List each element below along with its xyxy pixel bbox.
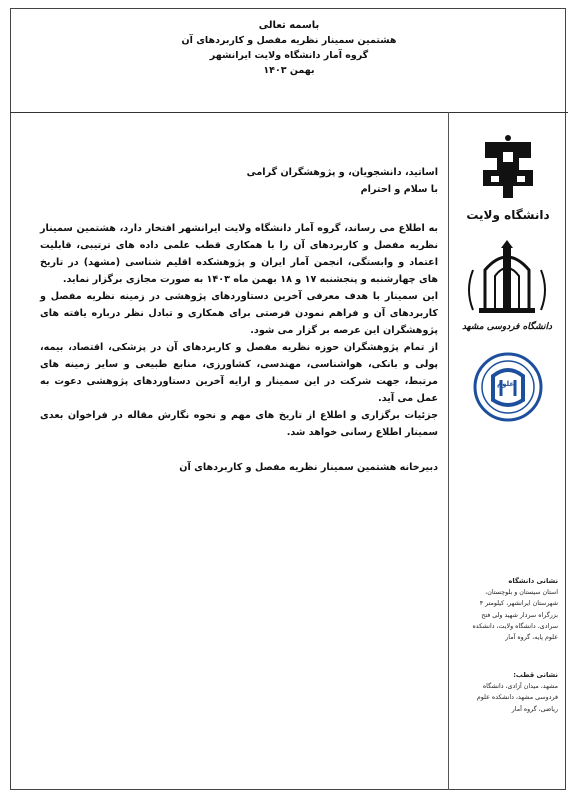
greeting: اساتید، دانشجویان، و پژوهشگران گرامی [246,167,438,178]
pole-address-title: نشانی قطب: [513,671,558,679]
ferdowsi-university-logo [455,240,559,344]
address-line: مشهد، میدان آزادی، دانشگاه [482,683,558,691]
ferdowsi-emblem-icon [455,240,559,320]
bismillah-text: باسمه تعالی [258,20,320,31]
seminar-title: هشتمین سمینار نظریه مفصل و کاربردهای آن [181,35,397,46]
university-address [458,576,558,643]
valiyat-university-logo [463,134,553,234]
paragraph-details: جزئیات برگزاری و اطلاع از تاریخ های مهم و نحوه نگارش مقاله در فراخوان بعدی سمینار اطلاع رسانی خواهد شد. [40,410,438,438]
address-line: سرادی، دانشگاه ولایت، دانشکده [472,622,558,630]
address-line: شهرستان ایرانشهر، کیلومتر ۴ [479,600,558,608]
paragraph-announcement: به اطلاع می رساند، گروه آمار دانشگاه ولایت ایرانشهر افتخار دارد، هشتمین سمینار نظریه مفصل و کاربردهای آن را با همکاری قطب علمی داده های ترتیبی، قابلیت اعتماد و وابستگی، انجمن آمار ایران و پژوهشکده اقلیم شناسی (مشهد) در تاریخ های چهارشنبه و پنجشنبه ۱۷ و ۱۸ بهمن ماه ۱۴۰۳ به صورت مجازی برگزار نماید. [40,223,438,285]
pole-address [458,670,558,715]
salutation: با سلام و احترام [360,184,438,195]
department-name: گروه آمار دانشگاه ولایت ایرانشهر [209,50,369,61]
round-science-logo [471,350,545,424]
address-line: فردوسی مشهد، دانشکده علوم [476,694,558,702]
letter-date: بهمن ۱۴۰۳ [263,65,315,76]
ferdowsi-logo-caption: دانشگاه فردوسی مشهد [461,322,553,332]
address-line: ریاضی، گروه آمار [511,705,558,713]
signature: دبیرخانه هشتمین سمینار نظریه مفصل و کاربردهای آن [179,462,438,473]
paragraph-goal: این سمینار با هدف معرفی آخرین دستاوردهای پژوهشی در زمینه نظریه مفصل و کاربردهای آن و فراهم نمودن فرصتی برای همکاری و تبادل نظر درباره یافته های پژوهشگران این عرصه بر گزار می شود. [40,291,438,336]
address-line: استان سیستان و بلوچستان، [485,589,558,597]
paragraph-invitation: از تمام پژوهشگران حوزه نظریه مفصل و کاربردهای آن در پزشکی، اقتصاد، بیمه، پولی و بانکی، هواشناسی، مهندسی، کشاورزی، منابع طبیعی و سایر زمینه های مرتبط، جهت شرکت در این سمینار و ارایه آخرین دستاوردهای پژوهشی دعوت به عمل می آید. [40,342,438,404]
university-address-title: نشانی دانشگاه [508,577,558,585]
round-logo-caption: علوم [497,380,515,388]
valiyat-emblem-icon [463,134,553,206]
letter-header [0,18,578,78]
side-panel [449,112,566,790]
letter-body [40,164,438,476]
address-line: علوم پایه، گروه آمار [505,634,558,642]
address-line: بزرگراه سردار شهید ولی فتح [481,611,558,619]
valiyat-logo-caption: دانشگاه ولایت [466,208,550,222]
